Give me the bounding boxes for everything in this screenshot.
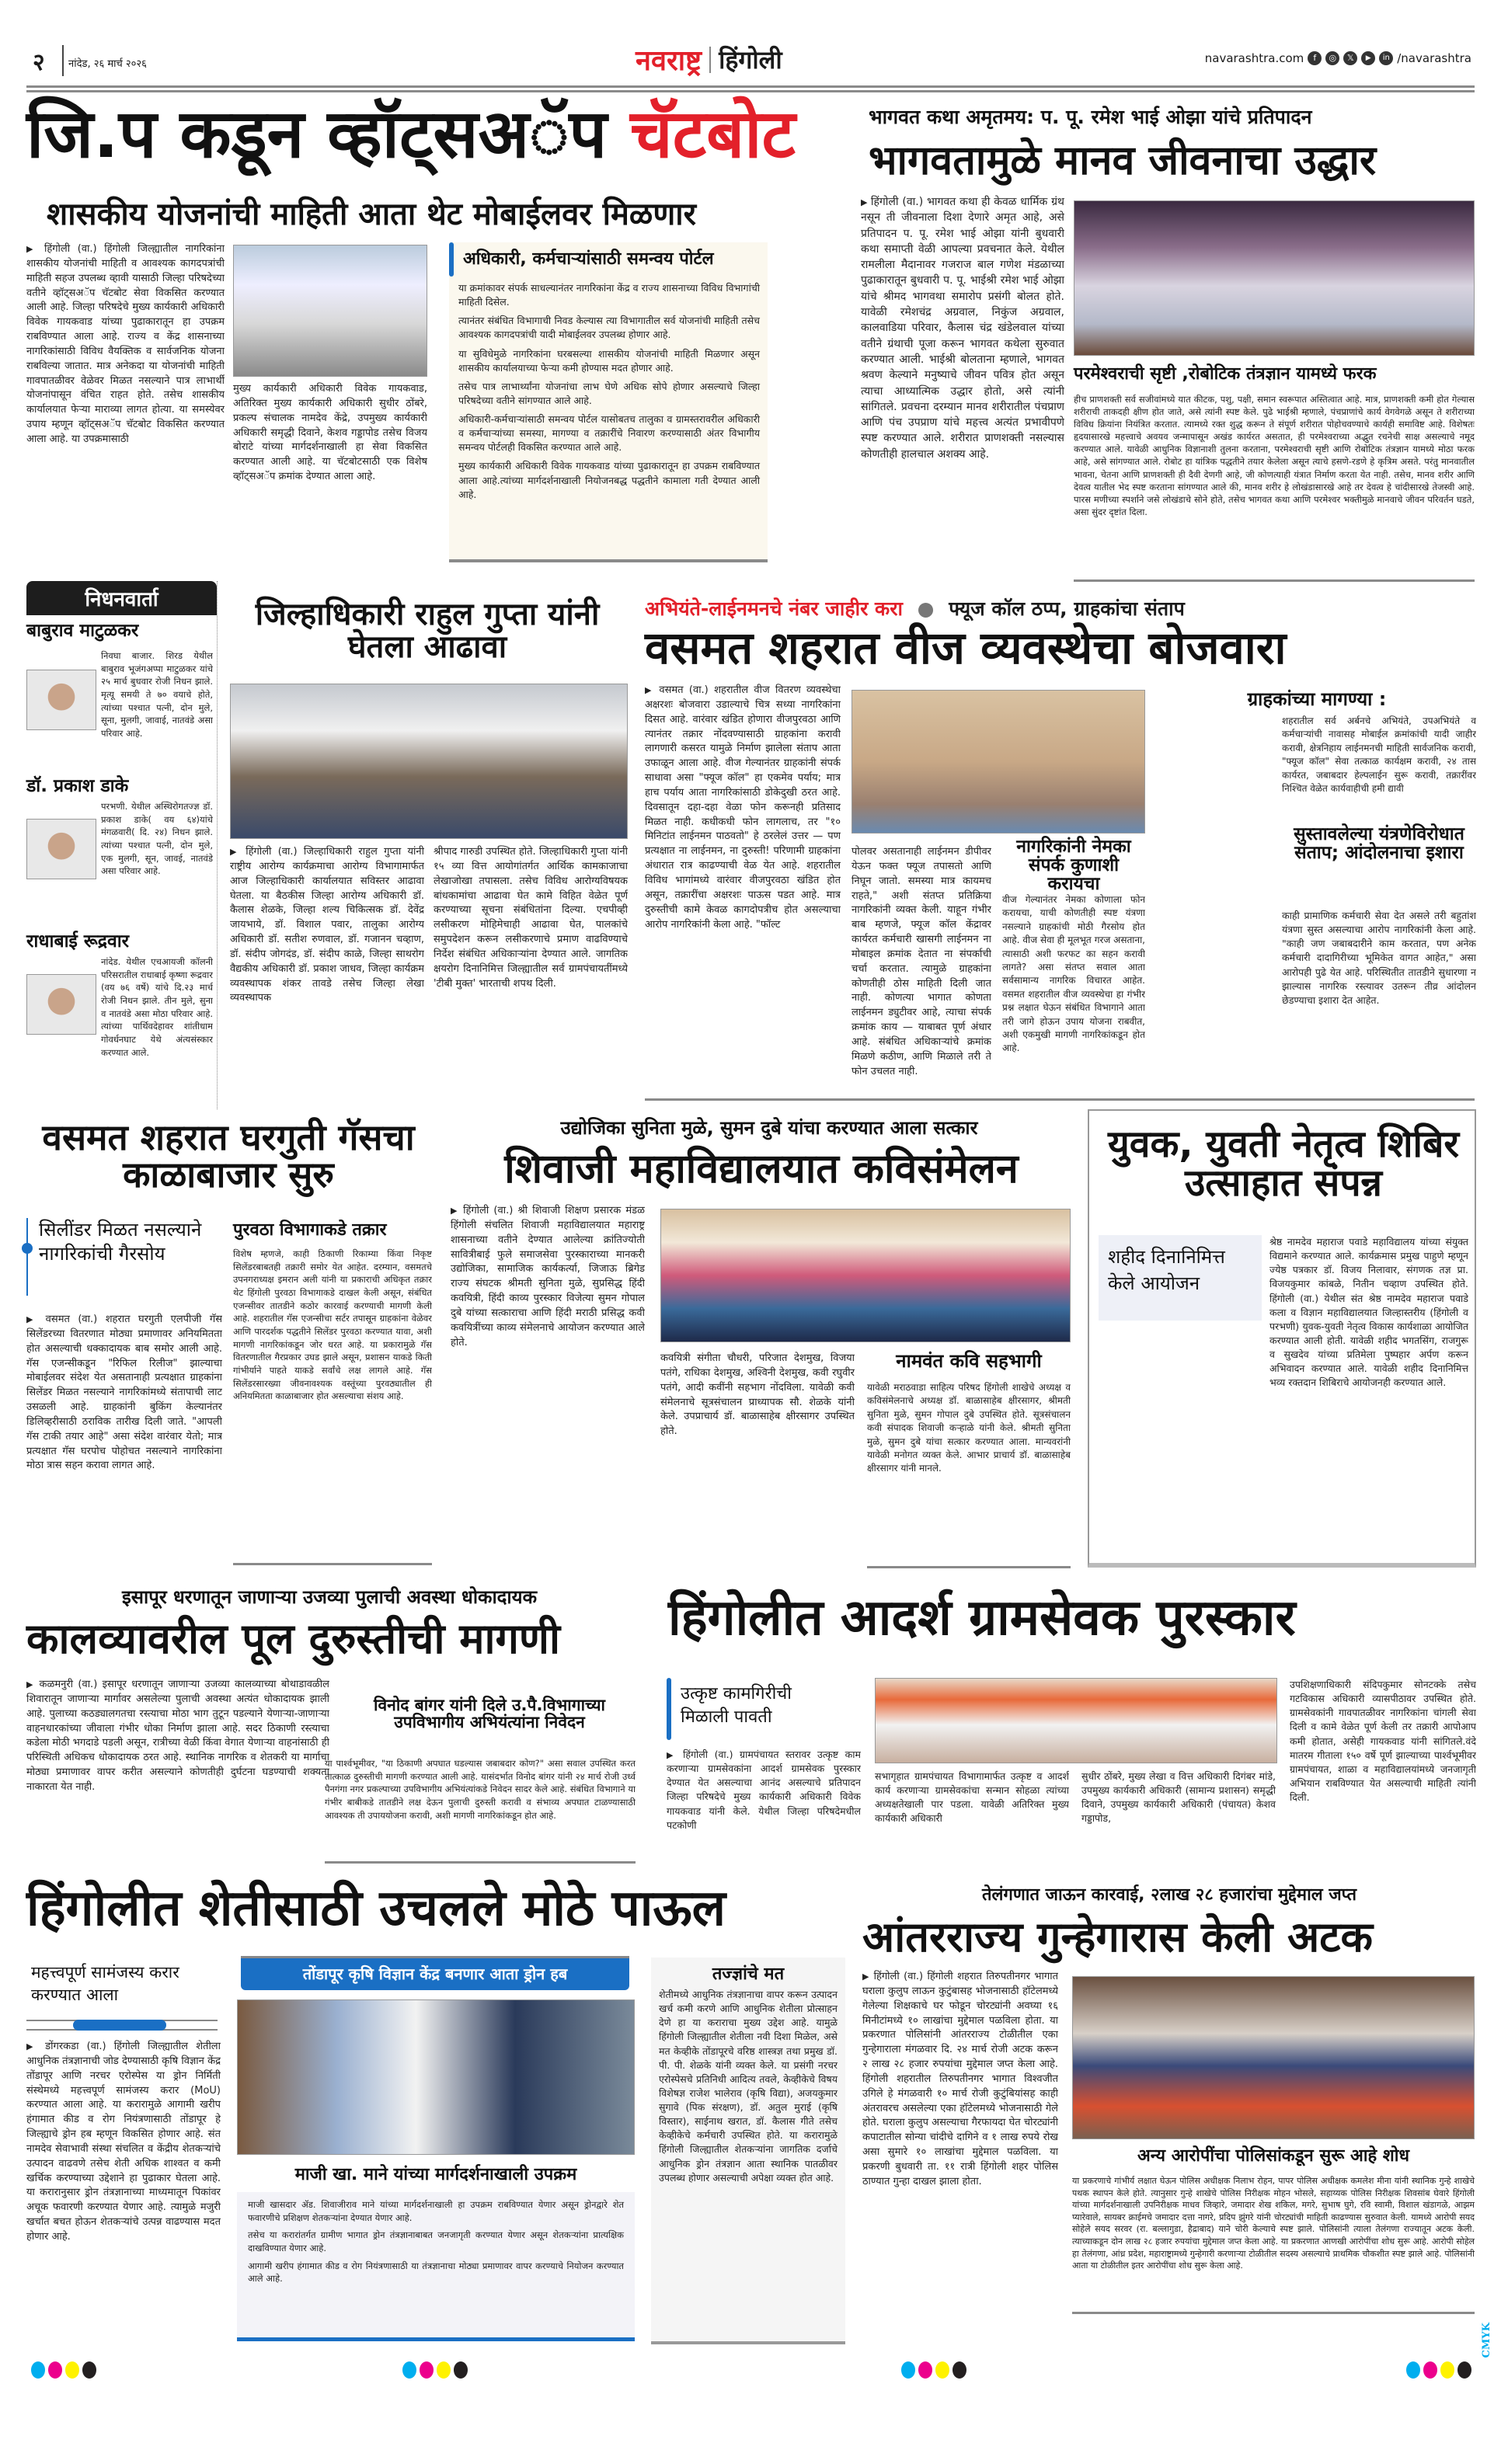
obituary-text: नांदेड. येथील एचआयजी कॉलनी परिसरातील राधाबाई कृष्णा रूद्रवार (वय ७६ वर्षे) यांचे दि.२३ मार्च रोजी निधन झाले. तीन मुले, सुना व नातवंडे असा मोठा परिवार आहे. त्यांच्या पार्थिवदेहावर शांतीधाम गोवर्धनघाट येथे अंत्यसंस्कार करण्यात आले. [101,956,213,1058]
gas-sidebar: सिलींडर मिळत नसल्याने नागरिकांची गैरसोय [26,1218,213,1296]
social-bar [1205,51,1471,65]
cyan-dot [402,2361,416,2379]
crime-caption-body: या प्रकरणाचे गांभीर्य लक्षात घेऊन पोलिस अधीक्षक निलाभ रोहन, पापर पोलिस अधीक्षक कमलेश मीना यांनी स्थानिक गुन्हे शाखेचे पथक स्थापन केले होते. त्यानुसार गुन्हे शाखेचे पोलिस निरीक्षक मोहन भोसले, सहाय्यक पोलिस निरीक्षक शिवसांब घेवारे हिंगोली यांच्या मार्गदर्शनाखाली उपनिरीक्षक माधव जिव्हारे, जमादार शेख शकिल, मगरे, सुभाष घुगे, रवि स्वामी, विशाल खंडागळे, आझम प्यारेवाले, सायबर क्राईमचे जमादार दत्ता नागरे, प्रदिप झुंगरे यांनी चोरट्यांची माहिती काढण्यास सुरुवात केली. यामध्ये आरोपी सयद सोहेले सयद सरवर (रा. बल्लागुडा, हैद्राबाद) याने चोरी केल्याचे स्पष्ट झाले. पोलिसांनी त्याला तेलंगणा राज्यातून अटक केली. त्याच्याकडून दोन लाख २८ हजार रुपयांचा मुद्देमाल जप्त केला आहे. या प्रकरणात आणखी आरोपींचा शोध सुरू आहे. आरोपी सोहेल हा तेलंगणा, आंध्र प्रदेश, महाराष्ट्रामध्ये गुन्हेगारी करणाऱ्या टोळीतील सदस्य असल्याचे प्राथमिक चौकशीत स्पष्ट झाले आहे. पोलिसांनी आता या टोळीतील इतर आरोपींचा शोध सुरू केला आहे. [1072,2176,1475,2271]
portal-sidebox-title: अधिकारी, कर्मचाऱ्यांसाठी समन्वय पोर्टल [463,249,714,269]
page-number: २ [33,49,45,76]
bhagwat-body: ▶ हिंगोली (वा.) भागवत कथा ही केवळ धार्मिक ग्रंथ नसून ती जीवनाला दिशा देणारे अमृत आहे, असे प्रतिपादन प. पू. रमेश भाई ओझा यांनी बुधवारी कथा समाप्ती वेळी आपल्या प्रवचनात केले. येथील रामलीला मैदानावर गजराज बाल गणेश मंडळाच्या पुढाकारातून बुधवारी प. पू. भाईश्री रमेश भाई ओझा यांचे श्रीमद भागवथा समारोप प्रसंगी बोलत होते. यावेळी रमेशचंद्र अग्रवाल, निकुंज अग्रवाल, कालवाडिया परिवार, कैलास चंद्र खंडेलवाल यांच्या वतीने ग्रंथाची पूजा करून भागवत कथेला सुरुवात करण्यात आली. भाईश्री बोलताना म्हणाले, भागवत श्रवण केल्याने मनुष्याचे जीवन पवित्र होत असून त्याचा आध्यात्मिक उद्धार होतो, असे त्यांनी सांगितले. प्रवचना दरम्यान मानव शरीरातील पंचप्राण आणि पंच उपप्राण यांचे महत्त्व अत्यंत प्रभावीपणे स्पष्ट करण्यात आले. शरीरात प्राणशक्ती नसल्यास कोणतीही हालचाल अशक्य आहे. [861,194,1064,583]
bhagwat-headline: भागवतामुळे मानव जीवनाचा उद्धार [869,137,1377,184]
bhagwat-subbody: हीच प्राणशक्ती सर्व सजीवांमध्ये यात कीटक, पशु, पक्षी, समान स्वरूपात अस्तित्वात आहे. मात्र, प्राणशक्ती कमी होत गेल्यास शरीराची ताकदही क्षीण होत जाते, असे त्यांनी स्पष्ट केले. पुढे भाईश्री म्हणाले, पंचप्राणांचे कार्य वेगवेगळे असून ते शरीराच्या विविध क्रियांना नियंत्रित करतात. त्यामध्ये रक्त शुद्ध करून ते संपूर्ण शरीरात पोहोचवण्याचे कार्यही समाविष्ट आहे. विशेषतः हृदयासारखे महत्त्वाचे अवयव जन्मापासून अखंड कार्यरत असतात, ही परमेश्वराच्या अद्भुत रचनेची साक्ष असल्याचे नमूद करण्यात आले. यावेळी आधुनिक विज्ञानाशी तुलना करताना, परमेश्वराची सृष्टी आणि रोबोटिक तंत्रज्ञान यामध्ये मोठा फरक आहे, असे सांगण्यात आले. रोबोट हा यांत्रिक पद्धतीने तयार केलेला असून त्याचे हसणे-रडणे हे कृत्रिम असते. परंतु मानवातील भावना, चेतना आणि प्राणशक्ती ही दैवी देणगी आहे, जी कोणत्याही यंत्रात निर्माण करता येत नाही. तसेच, मानव शरीर आणि देवत्व यातील भेद स्पष्ट करताना सांगण्यात आले की, मानव शरीर हे लोखंडासारखे आहे तर देवत्व हे चांदीसारखे तेजस्वी आहे. पारस मणीच्या स्पर्शाने जसे लोखंडाचे सोने होते, तसेच भागवत कथा आणि परमेश्वर भक्तीमुळे मानवाचे जीवन परिवर्तन घडते, असा सुंदर दृष्टांत दिला. [1074,394,1475,517]
gas-complaint-body: विशेष म्हणजे, काही ठिकाणी रिकाम्या किंवा निकृष्ट सिलेंडरबाबतही तक्रारी समोर येत आहेत. दरम्यान, वसमतचे उपनगराध्यक्ष इमरान अली यांनी या प्रकाराची अधिकृत तक्रार थेट हिंगोली पुरवठा विभागाकडे दाखल केली असून, संबंधित एजन्सीवर तातडीने कठोर कारवाई करण्याची मागणी केली आहे. शहरातील गॅस एजन्सीचा सर्टर तपासून ग्राहकांना वेळेवर आणि पारदर्शक पद्धतीने सिलेंडर पुरवठा करण्यात यावा, अशी मागणी नागरिकांकडून जोर धरत आहे. या प्रकारामुळे गॅस वितरणातील गैरप्रकार उघड झाले असून, प्रशासन याकडे किती गांभीर्याने पाहते याकडे सर्वांचे लक्ष लागले आहे. गॅस सिलेंडरसारख्या जीवनावश्यक वस्तूंच्या पुरवठ्यातील ही अनियमितता काळाबाजार होत असल्याचा संशय आहे. [233,1248,432,1402]
youth-body: श्रेष्ठ नामदेव महाराज पवाडे महाविद्यालय यांच्या संयुक्त विद्यमाने करण्यात आले. कार्यक्रमास प्रमुख पाहुणे म्हणून ज्येष्ठ पत्रकार डॉ. विजय निलावार, संगणक तज्ञ प्रा. विजयकुमार कांबळे, नितीन चव्हाण उपस्थित होते. हिंगोली (वा.) येथील संत श्रेष्ठ नामदेव महाराज पवाडे कला व विज्ञान महाविद्यालयात जिल्हास्तरीय (हिंगोली व परभणी) युवक-युवती नेतृत्व विकास कार्यशाळा आयोजित करण्यात आली होती. यावेळी शहीद भगतसिंग, राजगुरू व सुखदेव यांच्या प्रतिमेला पुष्पहार अर्पण करून अभिवादन करण्यात आले. यावेळी शहीद दिनानिमित्त भव्य रक्तदान शिबिराचे आयोजनही करण्यात आले. [1269,1236,1468,1389]
bridge-body: ▶ कळमनुरी (वा.) इसापूर धरणातून जाणाऱ्या उजव्या कालव्याच्या बोथाडावळील शिवारातून जाणाऱ्या मार्गावर असलेल्या पुलाची अवस्था अत्यंत धोकादायक झाली आहे. पुलाच्या कठड्यालगतचा रस्त्याचा मोठा भाग तुटून पडल्याने येणाऱ्या-जाणाऱ्या वाहनधारकांच्या जीवाला गंभीर धोका निर्माण झाला आहे. सदर ठिकाणी रस्त्याचा कडेला मोठी भगदाडे पडली असून, रात्रीच्या वेळी किंवा वेगात येणाऱ्या वाहनांसाठी ही परिस्थिती अधिकच धोकादायक ठरत आहे. स्थानिक नागरिक व शेतकरी या मार्गाचा मोठ्या प्रमाणावर वापर करीत असल्याने कोणतीही दुर्घटना घडण्याची शक्यता नाकारता येत नाही. [26,1678,329,1861]
crime-headline: आंतरराज्य गुन्हेगारास केली अटक [862,1912,1373,1961]
portal-point: त्यानंतर संबंधित विभागाची निवड केल्यास त्या विभागातील सर्व योजनांची माहिती तसेच आवश्यक कागदपत्रांची यादी मोबाईलवर उपलब्ध होणार आहे. [458,315,760,341]
poetry-box-headline: नामवंत कवि सहभागी [896,1350,1042,1372]
collector-body-col2: श्रीपाद गारुडी उपस्थित होते. जिल्हाधिकारी गुप्ता यांनी १५ व्या वित्त आयोगांतर्गत आर्थिक कामकाजाचा लेखाजोखा तपासला. तसेच विविध आरोग्यविषयक बांधकामांचा आढावा घेत कामे विहित वेळेत पूर्ण करण्याच्या सूचना संबंधितांना दिल्या. एचपीव्ही लसीकरण मोहिमेचाही आढावा घेत, पालकांचे समुपदेशन करून लसीकरणाचे प्रमाण वाढविण्याचे निर्देश संबंधित अधिकाऱ्यांना देण्यात आले. जागतिक क्षयरोग दिनानिमित्त जिल्ह्यातील सर्व ग्रामपंचायतींमध्ये 'टीबी मुक्त' भारताची शपथ दिली. [434,846,628,990]
instagram-icon[interactable]: ◎ [1325,51,1339,65]
black-dot [1457,2361,1471,2379]
registration-dots-left [31,2361,96,2379]
youth-headline: युवक, युवती नेतृत्व शिबिर उत्साहात संपन्न [1107,1122,1460,1206]
brand-lockup[interactable] [636,40,782,78]
lead-headline: जि.प कडून व्हॉट्सअॅप चॅटबोट [26,96,796,173]
portal-point: या क्रमांकावर संपर्क साधल्यानंतर नागरिकांना केंद्र व राज्य शासनाच्या विविध विभागांची माहिती दिसेल. [458,282,760,308]
obituary-item [26,932,217,1103]
obituaries-panel [26,581,218,1109]
obituary-item [26,621,217,777]
power-box-headline: नागरिकांनी नेमका संपर्क कुणाशी करायचा [1016,837,1131,895]
agri-point: माजी खासदार ॲड. शिवाजीराव माने यांच्या मार्गदर्शनाखाली हा उपक्रम राबविण्यात येणार असून ड्रोनद्वारे शेत फवारणीचे प्रशिक्षण शेतकऱ्यांना देण्यात येणार आहे. [248,2199,624,2223]
magenta-dot [918,2361,932,2379]
gas-body: ▶ वसमत (वा.) शहरात घरगुती एलपीजी गॅस सिलेंडरच्या वितरणात मोठ्या प्रमाणावर अनियमितता होत असल्याची धक्कादायक बाब समोर आली आहे. गॅस एजन्सीकडून "रिफिल रिलीज" झाल्याचा मोबाईलवर संदेश येत असतानाही प्रत्यक्षात ग्राहकांना सिलेंडर मिळत नसल्याने नागरिकांमध्ये संतापाची लाट उसळली आहे. ग्राहकांनी बुकिंग केल्यानंतर डिलिव्हरीसाठी ठराविक तारीख दिली जाते. "आपली गॅस टाकी तयार आहे" असा संदेश वारंवार येतो; मात्र प्रत्यक्षात गॅस घरपोच पोहोचत नसल्याने नागरिकांना मोठा त्रास सहन करावा लागत आहे. [26,1313,222,1557]
lead-subhead: शासकीय योजनांची माहिती आता थेट मोबाईलवर मिळणार [47,197,696,232]
portal-points [458,281,760,502]
portal-point: अधिकारी-कर्मचाऱ्यांसाठी समन्वय पोर्टल यासोबतच तालुका व ग्रामस्तरावरील अधिकारी व कर्मचाऱ्यांच्या समस्या, मागण्या व तक्रारींचे निवारण करण्यासाठी अंतर विभागीय समन्वय पोर्टलही विकसित करण्यात आले आहे. [458,413,760,454]
masthead-rule [26,85,1475,92]
demands-body: शहरातील सर्व अर्बनचे अभियंते, उपअभियंते व कर्मचाऱ्यांची नावासह मोबाईल क्रमांकांची यादी जाहीर करावी, क्षेत्रनिहाय लाईनमनची माहिती सार्वजनिक करावी, "फ्यूज कॉल" सेवा तत्काळ कार्यक्षम करावी, २४ तास कार्यरत, जबाबदार हेल्पलाईन सुरू करावी, तक्रारींवर निश्चित वेळेत कार्यवाहीची हमी द्यावी [1282,715,1476,794]
agri-divider [26,2020,218,2031]
power-body-col1: ▶ वसमत (वा.) शहरातील वीज वितरण व्यवस्थेचा अक्षरशः बोजवारा उडाल्याचे चित्र सध्या नागरिकांना दिसत आहे. वारंवार खंडित होणारा वीजपुरवठा आणि त्यानंतर तक्रार नोंदवण्यासाठी ग्राहकांना करावी लागणारी कसरत यामुळे निर्माण झालेला संताप आता उफाळून आला आहे. वीज गेल्यानंतर ग्राहकांनी संपर्क साधावा असा "फ्यूज कॉल" हा एकमेव पर्याय; मात्र हाच पर्याय आता नागरिकांसाठी डोकेदुखी ठरत आहे. दिवसातून दहा-दहा वेळा फोन करूनही प्रतिसाद मिळत नाही. कधीकधी फोन लागलाच, तर "१० मिनिटांत लाईनमन पाठवतो" हे ठरलेलं उत्तर — पण प्रत्यक्षात ना लाईनमन, ना दुरुस्ती! परिणामी ग्राहकांना अंधारात रात्र काढण्याची वेळ येत आहे. शहरातील विविध भागांमध्ये वारंवार वीजपुरवठा खंडित होत असून, तक्रारींचा अक्षरशः पाऊस पडत आहे. मात्र दुरुस्तीची कामे केवळ कागदोपत्रीच होत असल्याचा आरोप नागरिकांनी केला आहे. "फॉल्ट [645,684,841,1095]
collector-meeting-photo [230,684,628,839]
gramsevak-sidebox: उत्कृष्ट कामगिरीची मिळाली पावती [667,1678,853,1740]
black-dot [454,2361,468,2379]
cmyk-label: CMYK [1481,2323,1492,2358]
expert-box [651,1958,845,2344]
magenta-dot [420,2361,434,2379]
agri-point: तसेच या करारांतर्गत ग्रामीण भागात ड्रोन तंत्रज्ञानाबाबत जनजागृती करण्यात येणार असून शेतकऱ्यांना प्रात्यक्षिक दाखविण्यात येणार आहे. [248,2229,624,2254]
registration-dots-center-right [901,2361,966,2379]
power-kicker: अभियंते-लाईनमनचे नंबर जाहीर करा ● फ्यूज कॉल ठप्प, ग्राहकांचा संताप [645,597,1185,620]
gramsevak-headline: हिंगोलीत आदर्श ग्रामसेवक पुरस्कार [668,1589,1296,1647]
portal-point: या सुविधेमुळे नागरिकांना घरबसल्या शासकीय योजनांची माहिती मिळणार असून शासकीय कार्यालयाच्या फेऱ्या कमी होण्यास मदत होणार आहे. [458,347,760,374]
lead-body-col2: मुख्य कार्यकारी अधिकारी विवेक गायकवाड, अतिरिक्त मुख्य कार्यकारी अधिकारी सुधीर ठोंबरे, प्रकल्प संचालक नामदेव केंद्रे, उपमुख्य कार्यकारी अधिकारी समृद्धी दिवाने, केशव गड्डापोड तसेच विजय बोराटे यांच्या मार्गदर्शनाखाली हा सेवा विकसित करण्यात आली आहे. या चॅटबोटसाठी एक विशेष व्हॉट्सअॅप क्रमांक देण्यात आला आहे. [233,383,427,483]
obituary-photo [26,974,96,1035]
youth-box: शहीद दिनानिमित्त केले आयोजन [1099,1235,1262,1321]
zp-building-photo [233,245,427,377]
obituaries-title: निधनवार्ता [26,581,217,615]
registration-dots-center-left [402,2361,468,2379]
edition-name: हिंगोली [719,45,782,75]
obituary-name: राधाबाई रूद्रवार [26,931,130,952]
poetry-kicker: उद्योजिका सुनिता मुळे, सुमन दुबे यांचा करण्यात आला सत्कार [560,1117,978,1139]
police-team-photo [1072,1976,1475,2139]
gramsevak-body-col1: ▶ हिंगोली (वा.) ग्रामपंचायत स्तरावर उत्कृष्ट काम करणाऱ्या ग्रामसेवकांना आदर्श ग्रामसेवक पुरस्कार देण्यात येत असल्याचा आनंद असल्याचे प्रतिपादन जिल्हा परिषदेचे मुख्य कार्यकारी अधिकारी विवेक गायकवाड यांनी केले. येथील जिल्हा परिषदेमधील पटकोणी [667,1748,861,1857]
obituary-item [26,777,217,932]
agri-photo-caption: माजी खा. माने यांच्या मार्गदर्शनाखाली उपक्रम [294,2165,577,2184]
gas-complaint-title: पुरवठा विभागाकडे तक्रार [233,1220,387,1240]
magenta-dot [48,2361,62,2379]
agri-banner: तोंडापूर कृषि विज्ञान केंद्र बनणार आता ड्रोन हब [241,1956,629,1990]
portal-sidebox [449,242,768,562]
website-link[interactable]: navarashtra.com [1204,51,1304,65]
bridge-headline: कालव्यावरील पूल दुरुस्तीची मागणी [26,1614,560,1663]
yellow-dot [65,2361,79,2379]
bhagwat-kicker: भागवत कथा अमृतमय: प. पू. रमेश भाई ओझा यांचे प्रतिपादन [869,106,1312,128]
cyan-dot [31,2361,45,2379]
collector-headline: जिल्हाधिकारी राहुल गुप्ता यांनी घेतला आढावा [255,597,600,665]
poetry-headline: शिवाजी महाविद्यालयात कविसंमेलन [504,1146,1019,1192]
poetry-group-photo [660,1209,1071,1342]
registration-dots-right [1406,2361,1471,2379]
crime-photo-caption: अन्य आरोपींचा पोलिसांकडून सुरू आहे शोध [1137,2146,1409,2166]
yellow-dot [935,2361,949,2379]
dateline: नांदेड, २६ मार्च २०२६ [68,58,147,70]
cyan-dot [1406,2361,1420,2379]
agri-body: ▶ डोंगरकडा (वा.) हिंगोली जिल्ह्यातील शेतीला आधुनिक तंत्रज्ञानाची जोड देण्यासाठी कृषि विज्ञान केंद्र तोंडापूर आणि नरचर एरोस्पेस या ड्रोन निर्मिती संस्थेमध्ये महत्त्वपूर्ण सामंजस्य करार (MoU) करण्यात आला आहे. या करारामुळे आगामी खरीप हंगामात कीड व रोग नियंत्रणासाठी तोंडापूर हे जिल्ह्याचे ड्रोन हब म्हणून विकसित होणार आहे. संत नामदेव सेवाभावी संस्था संचलित व केंद्रीय शेतकऱ्यांचे उत्पादन वाढवणे तसेच शेती अधिक शाश्वत व कमी खर्चिक करण्याच्या उद्देशाने हा पुढाकार घेतला आहे. या करारानुसार ड्रोन तंत्रज्ञानाच्या माध्यमातून पिकांवर अचूक फवारणी करण्यात येणार आहे. त्यामुळे मजुरी खर्चात बचत होऊन शेतकऱ्यांचे उत्पन्न वाढण्यास मदत होणार आहे. [26,2040,221,2413]
x-icon[interactable]: 𝕏 [1343,51,1357,65]
agri-headline: हिंगोलीत शेतीसाठी उचलले मोठे पाऊल [26,1880,726,1937]
linkedin-icon[interactable]: in [1379,51,1393,65]
expert-title: तज्ज्ञांचे मत [712,1965,785,1984]
agri-side-title: महत्त्वपूर्ण सामंजस्य करार करण्यात आला [31,1963,179,2005]
black-dot [952,2361,966,2379]
obituary-text: निवघा बाजार. शिरड येथील बाबुराव भूजंगअप्पा माटुळकर यांचे २५ मार्च बुधवार रोजी निधन झाले. मृत्यू समयी ते ७० वयाचे होते, त्यांच्या पश्चात पत्नी, दोन मुले, सूना, मुलगी, जावाई, नातवंडे असा परिवार आहे. [101,650,213,740]
crime-kicker: तेलंगणात जाऊन कारवाई, २लाख २८ हजारांचा मुद्देमाल जप्त [982,1885,1356,1905]
masthead [22,39,1479,85]
magenta-dot [1423,2361,1437,2379]
black-dot [82,2361,96,2379]
portal-point: मुख्य कार्यकारी अधिकारी विवेक गायकवाड यांच्या पुढाकारातून हा उपक्रम राबविण्यात आला आहे.त्यांच्या मार्गदर्शनाखाली नियोजनबद्ध पद्धतीने कामाला गती देण्यात आली आहे. [458,460,760,500]
obituary-text: परभणी. येथील अस्थिरोगतज्ज्ञ डॉ. प्रकाश डाके( वय ६४)यांचे मंगळवारी( दि. २४) निधन झाले. त्यांच्या पश्चात पत्नी, दोन मुले, एक मुलगी, सून, जावई, नातवंडे असा परिवार आहे. [101,801,213,877]
brand-logo: नवराष्ट्र [636,45,702,77]
portal-point: तसेच पात्र लाभार्थ्यांना योजनांचा लाभ घेणे अधिक सोपे होणार असल्याचे जिल्हा परिषदेच्या वतीने सांगण्यात आले आहे. [458,380,760,406]
power-box-body: वीज गेल्यानंतर नेमका कोणाला फोन करायचा, याची कोणतीही स्पष्ट यंत्रणा नसल्याने ग्राहकांची मोठी गैरसोय होत आहे. वीज सेवा ही मूलभूत गरज असताना, त्यासाठी अशी फरफट का सहन करावी लागते? असा संतप्त सवाल आता सर्वसामान्य नागरिक विचारत आहेत. वसमत शहरातील वीज व्यवस्थेचा हा गंभीर प्रश्न लक्षात घेऊन संबंधित विभागाने आता तरी जागे होऊन उपाय योजना राबवीत, अशी एकमुखी मागणी नागरिकांकडून होत आहे. [1002,894,1145,1054]
gramsevak-body-col3: सुधीर ठोंबरे, मुख्य लेखा व वित्त अधिकारी दिगंबर मांडे, उपमुख्य कार्यकारी अधिकारी (सामान्य प्रशासन) समृद्धी दिवाने, उपमुख्य कार्यकारी अधिकारी (पंचायत) केशव गड्डापोड, [1081,1770,1276,1825]
bhagwat-subheadline: परमेश्वराची सृष्टी ,रोबोटिक तंत्रज्ञान यामध्ये फरक [1074,364,1377,384]
demands-title: ग्राहकांच्या मागण्या : [1247,688,1387,710]
poetry-body-col1: ▶ हिंगोली (वा.) श्री शिवाजी शिक्षण प्रसारक मंडळ हिंगोली संचलित शिवाजी महाविद्यालयात महाराष्ट्र शासनाच्या वतीने देण्यात आलेल्या क्रांतिज्योती सावित्रीबाई फुले समाजसेवा पुरस्काराच्या मानकरी उद्योजिका, सामाजिक कार्यकर्त्या, जिजाऊ ब्रिगेड राज्य संघटक श्रीमती सुनिता मुळे, सुप्रसिद्ध हिंदी कवयित्री, हिंदी काव्य पुरस्कार विजेत्या सुमन गोपाल दुबे यांच्या सत्काराचा आणि हिंदी मराठी प्रसिद्ध कवी कवयित्रींच्या काव्य संमेलनाचे आयोजन करण्यात आले होते. [451,1204,645,1569]
crime-body: ▶ हिंगोली (वा.) हिंगोली शहरात तिरुपतीनगर भागात घराला कुलुप लाऊन कुटुंबासह भोजनासाठी हॉटेलमध्ये गेलेल्या शिक्षकाचे घर फोडून चोरट्यांनी अवघ्या १६ मिनीटांमध्ये १० लाखांचा मुद्देमाल पळविला होता. या प्रकरणात पोलिसांनी आंतरराज्य टोळीतील एका गुन्हेगाराला मंगळवार दि. २४ मार्च रोजी अटक करून २ लाख २८ हजार रुपयांचा मुद्देमाल जप्त केला आहे. हिंगोली शहरातील तिरुपतीनगर भागात विश्वजीत उगिले हे मंगळवारी १० मार्च रोजी कुटुंबियांसह काही अंतरावरच असलेल्या एका हॉटेलमध्ये भोजनासाठी गेले होते. घराला कुलुप असल्याचा गैरफायदा घेत चोरट्यांनी कपाटातील सोन्या चांदीचे दागिने व १ लाख रुपये रोख असा सुमारे १० लाखांचा मुद्देमाल पळविला. या प्रकरणी बुधवारी ता. ११ रात्री हिंगोली शहर पोलिस ठाण्यात गुन्हा दाखल झाला होता. [862,1970,1058,2344]
cyan-dot [901,2361,915,2379]
agri-point: आगामी खरीप हंगामात कीड व रोग नियंत्रणासाठी या तंत्रज्ञानाचा मोठ्या प्रमाणावर वापर करण्याचे नियोजन करण्यात आले आहे. [248,2260,624,2285]
power-body-col2: पोलवर असतानाही लाईनमन डीपीवर येऊन फक्त फ्यूज तपासतो आणि निघून जातो. समस्या मात्र कायमच राहते," अशी संतप्त प्रतिक्रिया नागरिकांनी व्यक्त केली. याहून गंभीर बाब म्हणजे, फ्यूज कॉल केंद्रावर कार्यरत कर्मचारी खासगी लाईनमन ना मोबाइल क्रमांक देतात ना संपर्काची चर्चा करतात. त्यामुळे ग्राहकांना कोणतीही ठोस माहिती दिली जात नाही. कोणत्या भागात कोणता लाईनमन ड्युटीवर आहे, त्याचा संपर्क क्रमांक काय — याबाबत पूर्ण अंधार आहे. संबंधित अधिकाऱ्यांचे क्रमांक मिळणे कठीण, आणि मिळाले तरी ते फोन उचलत नाही. [851,846,991,1077]
mou-signing-photo [237,1999,635,2155]
youtube-icon[interactable]: ▶ [1361,51,1375,65]
obituary-photo [26,819,96,879]
agitation-body: काही प्रामाणिक कर्मचारी सेवा देत असले तरी बहुतांश यंत्रणा सुस्त असल्याचा आरोप नागरिकांनी केला आहे. "काही जण जबाबदारीने काम करतात, पण अनेक कर्मचारी दादागिरीच्या भूमिकेत वागत आहेत," असा आरोपही पुढे येत आहे. परिस्थितीत तातडीने सुधारणा न झाल्यास नागरिक रस्त्यावर उतरून तीव्र आंदोलन छेडण्याचा इशारा देत आहेत. [1282,910,1476,1006]
obituary-name: डॉ. प्रकाश डाके [26,776,129,796]
gramsevak-award-photo [875,1678,1277,1763]
expert-body: शेतीमध्ये आधुनिक तंत्रज्ञानाचा वापर करून उत्पादन खर्च कमी करणे आणि आधुनिक शेतीला प्रोत्साहन देणे हा या कराराचा मुख्य उद्देश आहे. यामुळे हिंगोली जिल्ह्यातील शेतीला नवी दिशा मिळेल, असे मत केव्हीके तोंडापूरचे वरिष्ठ शास्त्रज्ञ तथा प्रमुख डॉ. पी. पी. शेळके यांनी व्यक्त केले. या प्रसंगी नरचर एरोस्पेसचे प्रतिनिधी आदित्य तवले, केव्हीकेचे विषय विशेषज्ञ राजेश भालेराव (कृषि विद्या), अजयकुमार सुगावे (पिक संरक्षण), डॉ. अतुल मुराई (कृषि विस्तार), साईनाथ खरात, डॉ. कैलास गीते तसेच केव्हीकेचे कर्मचारी उपस्थित होते. या करारामुळे हिंगोली जिल्ह्यातील शेतकऱ्यांना जागतिक दर्जाचे आधुनिक ड्रोन तंत्रज्ञान आता स्थानिक पातळीवर उपलब्ध होणार असल्याची अपेक्षा व्यक्त होत आहे. [659,1989,838,2184]
yellow-dot [437,2361,451,2379]
poetry-box-body: यावेळी मराठवाडा साहित्य परिषद हिंगोली शाखेचे अध्यक्ष व कविसंमेलनाचे अध्यक्ष डॉ. बाळासाहेब क्षीरसागर, श्रीमती सुनिता मुळे, सुमन गोपाल दुबे उपस्थित होते. सूत्रसंचालन कवी संपादक शिवाजी कऱ्हाळे यांनी केले. श्रीमती सुनिता मुळे, सुमन दुबे यांचा सत्कार करण्यात आला. मान्यवरांनी यावेळी मनोगत व्यक्त केले. आभार प्राचार्य डॉ. बाळासाहेब क्षीरसागर यांनी मानले. [867,1382,1071,1474]
power-headline: वसमत शहरात वीज व्यवस्थेचा बोजवारा [645,621,1287,674]
youth-panel [1088,1109,1476,1568]
obituary-photo [26,670,96,730]
collector-body-col1: ▶ हिंगोली (वा.) जिल्हाधिकारी राहुल गुप्ता यांनी राष्ट्रीय आरोग्य कार्यक्रमाचा आरोग्य विभागामार्फत आज जिल्हाधिकारी कार्यालयात सविस्तर आढावा घेतला. या बैठकीस जिल्हा आरोग्य अधिकारी डॉ. कैलास शेळके, जिल्हा शल्य चिकित्सक डॉ. देवेंद्र जायभाये, डॉ. विशाल पवार, तालुका आरोग्य अधिकारी डॉ. सतीश रुणवाल, डॉ. गजानन चव्हाण, डॉ. संदीप जोगदंड, डॉ. संदीप काळे, जिल्हा साथरोग वैद्यकीय अधिकारी डॉ. प्रकाश जाधव, जिल्हा कार्यक्रम व्यवस्थापक शंकर तावडे तसेच जिल्हा लेखा व्यवस्थापक [230,845,424,1101]
bhagwat-crowd-photo [1074,200,1475,356]
facebook-icon[interactable]: f [1308,51,1322,65]
yellow-dot [1440,2361,1454,2379]
gas-headline: वसमत शहरात घरगुती गॅसचा काळाबाजार सुरु [42,1116,415,1196]
lead-body-col1: ▶ हिंगोली (वा.) हिंगोली जिल्ह्यातील नागरिकांना शासकीय योजनांची माहिती व आवश्यक कागदपत्रांची माहिती सहज उपलब्ध व्हावी यासाठी जिल्हा परिषदेच्या वतीने व्हॉट्सअॅप चॅटबोट सेवा विकसित करण्यात आली आहे. जिल्हा परिषदेचे मुख्य कार्यकारी अधिकारी विवेक गायकवाड यांच्या पुढाकारातून हा उपक्रम राबविण्यात आला आहे. राज्य व केंद्र शासनाच्या नागरिकांसाठी विविध वैयक्तिक व सार्वजनिक योजना राबविल्या जातात. मात्र अनेकदा या योजनांची माहिती गावपातळीवर वेळेवर मिळत नसल्याने पात्र लाभार्थी योजनांपासून वंचित राहत होते. तसेच शासकीय कार्यालयात फेऱ्या माराव्या लागत होत्या. या समस्येवर उपाय म्हणून व्हॉट्सअॅप चॅटबोट विकसित करण्यात आला आहे. या उपक्रमासाठी [26,242,225,538]
agitation-title: सुस्तावलेल्या यंत्रणेविरोधात संताप; आंदोलनाचा इशारा [1294,824,1464,864]
bridge-subheadline: विनोद बांगर यांनी दिले उ.पै.विभागाच्या उपविभागीय अभियंत्यांना निवेदन [374,1696,605,1732]
agri-points [237,2192,635,2341]
obituary-name: बाबुराव माटुळकर [26,621,139,641]
substation-photo [851,690,1145,834]
poetry-body-col2: कवयित्री संगीता चौधरी, परिजात देशमुख, विजया पतंगे, राधिका देशमुख, अश्विनी देशमुख, कवी रघुवीर पतंगे, आदी कवींनी सहभाग नोंदविला. यावेळी कवी संमेलनाचे सूत्रसंचालन प्राध्यापक सौ. शेळके यांनी केले. उपप्राचार्य डॉ. बाळासाहेब क्षीरसागर उपस्थित होते. [660,1352,855,1438]
social-handle: /navarashtra [1397,51,1471,65]
bridge-kicker: इसापूर धरणातून जाणाऱ्या उजव्या पुलाची अवस्था धोकादायक [122,1586,537,1608]
bridge-subbody: या पार्श्वभूमीवर, "या ठिकाणी अपघात घडल्यास जबाबदार कोण?" असा सवाल उपस्थित करत तात्काळ दुरुस्तीची मागणी करण्यात आली आहे. यासंदर्भात विनोद बांगर यांनी २४ मार्च रोजी उर्ध्व पैनगंगा नगर प्रकल्पाच्या उपविभागीय अभियंत्यांकडे निवेदन सादर केले आहे. संबंधित विभागाने या गंभीर बाबीकडे तातडीने लक्ष देऊन पुलाची दुरुस्ती करावी व संभाव्य अपघात टाळण्यासाठी आवश्यक ती उपाययोजना करावी, अशी मागणी नागरिकांकडून होत आहे. [325,1758,636,1821]
gramsevak-body-col2: सभागृहात ग्रामपंचायत विभागामार्फत उत्कृष्ट व आदर्श कार्य करणाऱ्या ग्रामसेवकांचा सन्मान सोहळा त्यांच्या अध्यक्षतेखाली पार पडला. यावेळी अतिरिक्त मुख्य कार्यकारी अधिकारी [875,1770,1069,1825]
gramsevak-body-col4: उपशिक्षणाधिकारी संदिपकुमार सोनटक्के तसेच गटविकास अधिकारी व्यासपीठावर उपस्थित होते. ग्रामसेवकांनी गावपातळीवर नागरिकांना चांगली सेवा दिली व कामे वेळेत पूर्ण केली तर तक्रारी आपोआप कमी होतात, असेही गायकवाड यांनी सांगितले.वंदे मातरम गीताला १५० वर्षे पूर्ण झाल्याच्या पार्श्वभूमीवर ग्रामपंचायत, शाळा व महाविद्यालयांमध्ये जनजागृती अभियान राबविण्यात येत असल्याची माहिती त्यांनी दिली. [1290,1679,1476,1803]
